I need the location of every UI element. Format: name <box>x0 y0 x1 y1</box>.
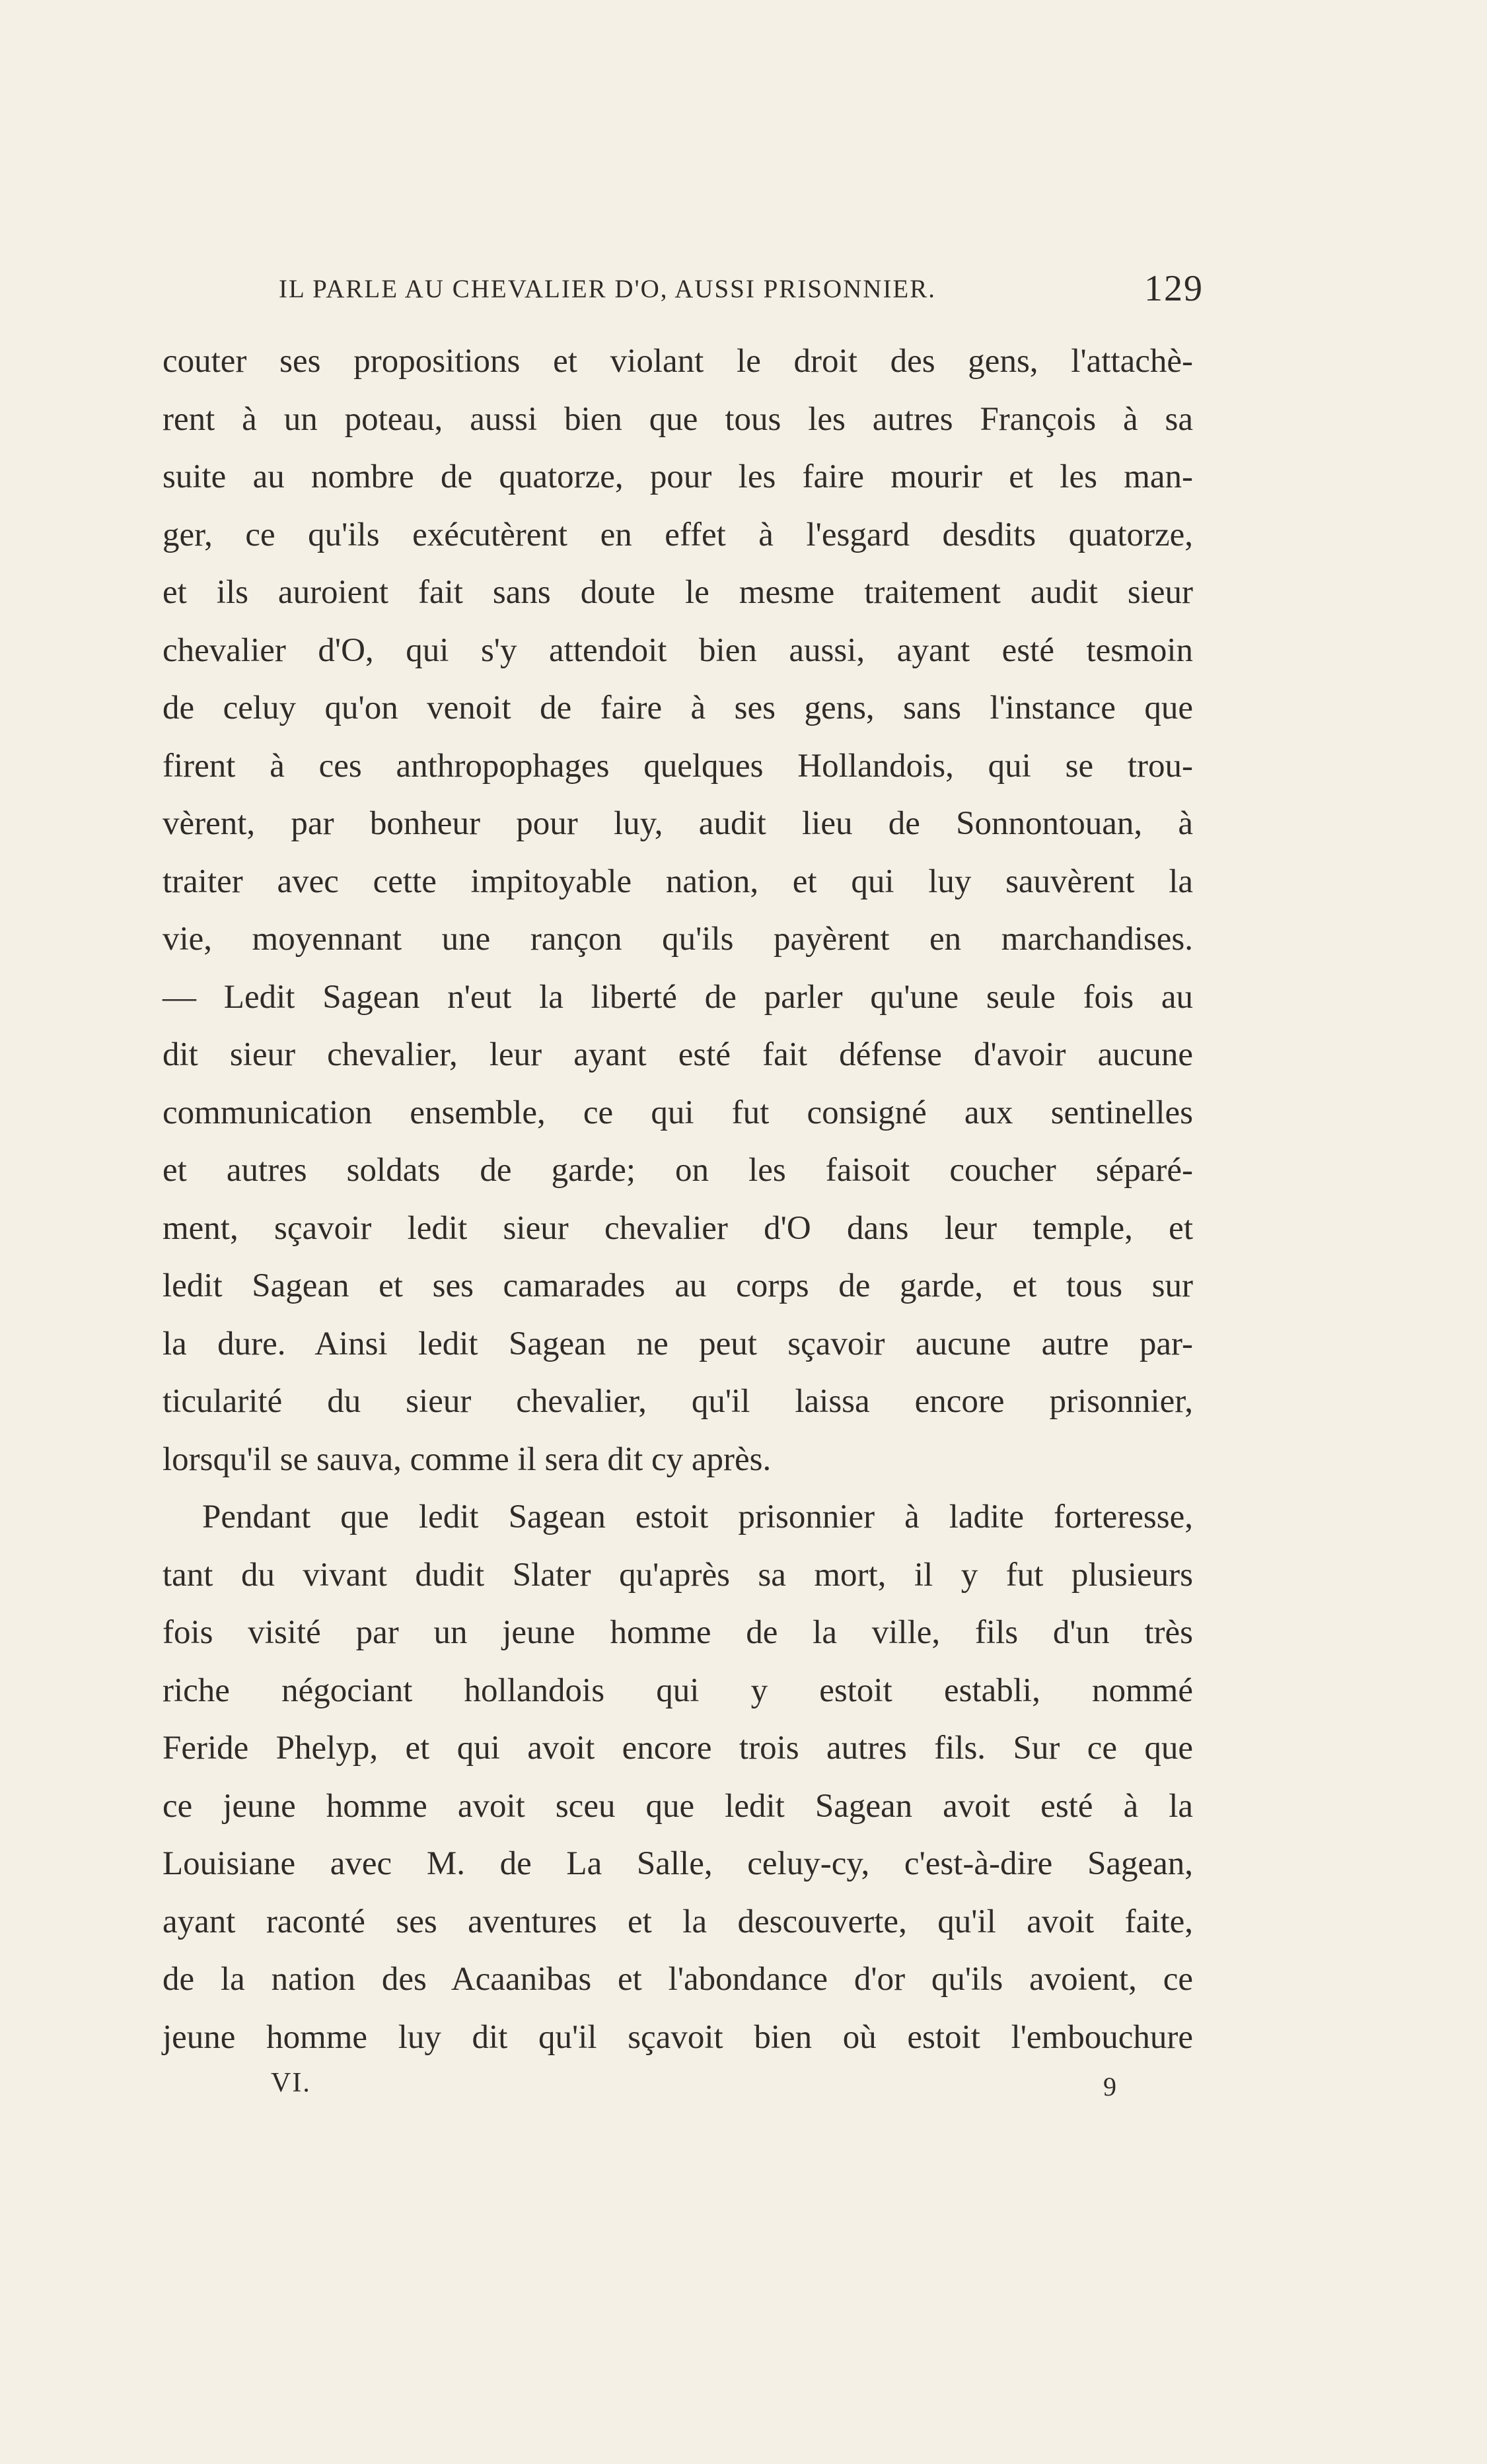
text-line: traiter avec cette impitoyable nation, et qui luy sauvèrent la <box>163 862 1193 900</box>
text-line: la dure. Ainsi ledit Sagean ne peut sçavoir aucune autre par- <box>163 1325 1193 1362</box>
text-line: de la nation des Acaanibas et l'abondance d'or qu'ils avoient, ce <box>163 1961 1193 1998</box>
running-title: IL PARLE AU CHEVALIER D'O, AUSSI PRISONNIER. <box>279 275 937 303</box>
text-line: jeune homme luy dit qu'il sçavoit bien où estoit l'embouchure <box>163 2018 1193 2056</box>
text-line: de celuy qu'on venoit de faire à ses gens, sans l'instance que <box>163 689 1193 726</box>
text-line: rent à un poteau, aussi bien que tous les autres François à sa <box>163 400 1193 438</box>
text-line: lorsqu'il se sauva, comme il sera dit cy après. <box>163 1440 772 1478</box>
text-line: ce jeune homme avoit sceu que ledit Sagean avoit esté à la <box>163 1787 1193 1825</box>
page-footer <box>271 2067 1116 2107</box>
text-line: riche négociant hollandois qui y estoit establi, nommé <box>163 1672 1193 1709</box>
text-line: dit sieur chevalier, leur ayant esté fait défense d'avoir aucune <box>163 1036 1193 1073</box>
text-line: Feride Phelyp, et qui avoit encore trois autres fils. Sur ce que <box>163 1730 1193 1767</box>
text-line: communication ensemble, ce qui fut consigné aux sentinelles <box>163 1094 1193 1131</box>
text-line: ger, ce qu'ils exécutèrent en effet à l'esgard desdits quatorze, <box>163 516 1193 553</box>
text-line: ayant raconté ses aventures et la descouverte, qu'il avoit faite, <box>163 1903 1193 1940</box>
text-line: et ils auroient fait sans doute le mesme traitement audit sieur <box>163 574 1193 611</box>
signature-mark: VI. <box>271 2068 311 2098</box>
text-line: suite au nombre de quatorze, pour les faire mourir et les man- <box>163 458 1193 495</box>
text-line: fois visité par un jeune homme de la ville, fils d'un très <box>163 1614 1193 1651</box>
text-line: vie, moyennant une rançon qu'ils payèrent en marchandises. <box>163 921 1193 958</box>
text-line: Louisiane avec M. de La Salle, celuy-cy, c'est-à-dire Sagean, <box>163 1845 1193 1882</box>
page-number: 129 <box>1144 268 1204 309</box>
text-line: couter ses propositions et violant le droit des gens, l'attachè- <box>163 343 1193 380</box>
sheet-number: 9 <box>1103 2072 1116 2101</box>
text-line: ticularité du sieur chevalier, qu'il laissa encore prisonnier, <box>163 1383 1193 1420</box>
text-line: firent à ces anthropophages quelques Hollandois, qui se trou- <box>163 747 1193 785</box>
text-line: ledit Sagean et ses camarades au corps de garde, et tous sur <box>163 1267 1193 1304</box>
text-line: vèrent, par bonheur pour luy, audit lieu de Sonnontouan, à <box>163 805 1193 842</box>
text-line: chevalier d'O, qui s'y attendoit bien aussi, ayant esté tesmoin <box>163 631 1193 669</box>
body-text <box>163 333 1193 2066</box>
text-line: Pendant que ledit Sagean estoit prisonnier à ladite forteresse, <box>202 1498 1193 1535</box>
text-line: — Ledit Sagean n'eut la liberté de parler qu'une seule fois au <box>163 978 1193 1016</box>
text-line: et autres soldats de garde; on les faisoit coucher séparé- <box>163 1152 1193 1189</box>
text-line: ment, sçavoir ledit sieur chevalier d'O dans leur temple, et <box>163 1209 1193 1247</box>
text-line: tant du vivant dudit Slater qu'après sa mort, il y fut plusieurs <box>163 1556 1193 1594</box>
running-head <box>279 267 1204 314</box>
